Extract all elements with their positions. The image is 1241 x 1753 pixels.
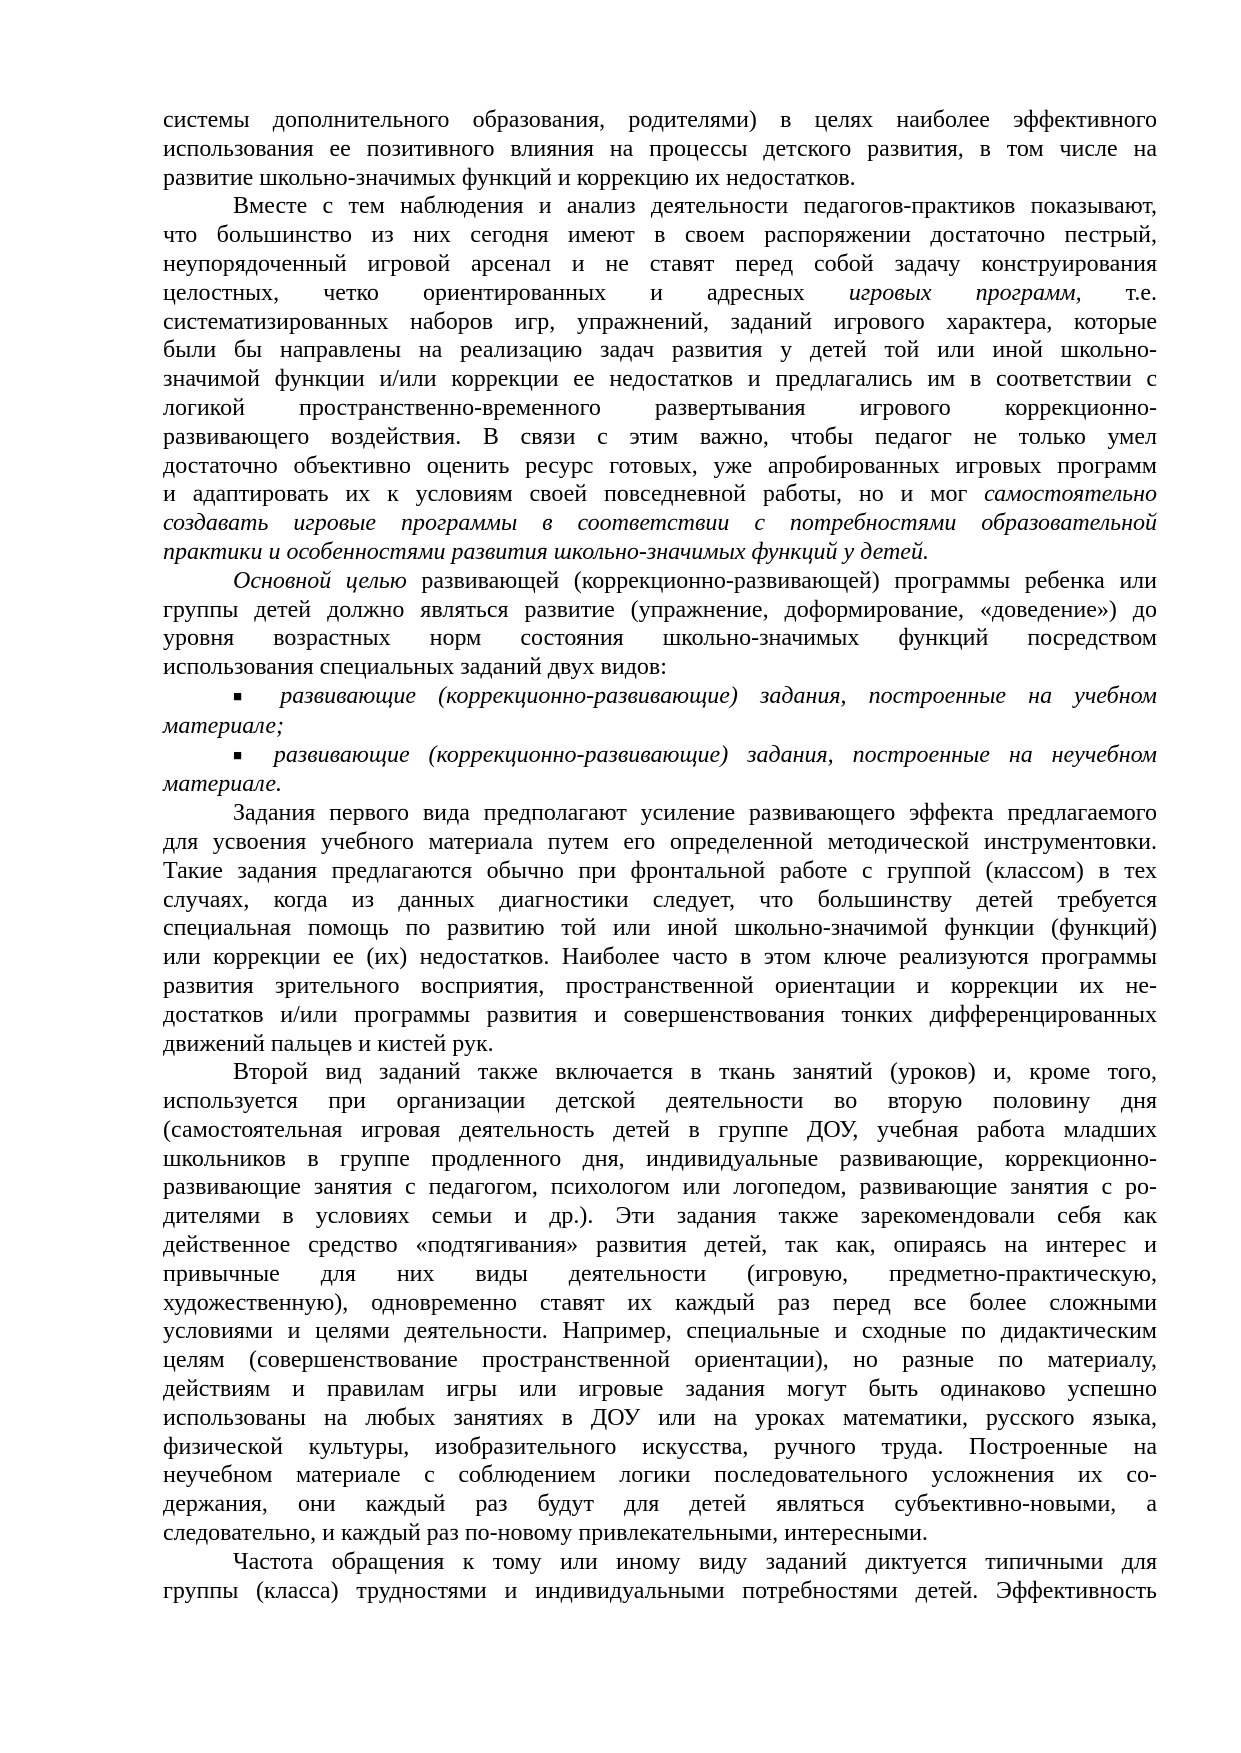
paragraph-continuation [163,106,1157,192]
text-line [163,336,1157,365]
text-segment: развивающей (коррекционно-развивающей) программы ребенка или [406,567,1157,594]
text-line [163,1202,1157,1231]
text-line [163,1145,1157,1174]
text-segment: Такие задания предлагаются обычно при фронтальной работе с группой (классом) в тех [163,857,1157,884]
text-line [163,1490,1157,1519]
text-segment: целостных, четко ориентированных и адресных [163,279,849,306]
text-line [163,886,1157,915]
text-line [163,1058,1157,1087]
text-segment: использования специальных заданий двух видов: [163,654,667,681]
text-segment: что большинство из них сегодня имеют в своем распоряжении достаточно пестрый, [163,222,1157,249]
text-line [163,1173,1157,1202]
text-line [163,914,1157,943]
text-segment: школьников в группе продленного дня, индивидуальные развивающие, коррекционно- [163,1145,1157,1172]
text-segment: целям (совершенствование пространственной ориентации), но разные по материалу, [163,1347,1157,1374]
bullet-square-icon: ■ [233,688,259,705]
text-line [163,1548,1157,1577]
text-segment: были бы направлены на реализацию задач развития у детей той или иной школьно- [163,337,1157,364]
text-line [163,221,1157,250]
text-segment: материале; [163,712,285,739]
text-segment: достаточно объективно оценить ресурс готовых, уже апробированных игровых программ [163,452,1157,479]
text-line [163,538,1157,567]
text-segment: достатков и/или программы развития и совершенствования тонких дифференцированных [163,1001,1157,1028]
bullet-item [163,741,1157,800]
text-line [163,1317,1157,1346]
paragraph [163,567,1157,682]
text-line [163,624,1157,653]
text-segment: Задания первого вида предполагают усиление развивающего эффекта предлагаемого [233,800,1157,827]
paragraph [163,799,1157,1058]
text-line [163,770,1157,799]
text-segment: условиями и целями деятельности. Например, специальные и сходные по дидактическим [163,1318,1157,1345]
text-line [163,480,1157,509]
text-line [163,365,1157,394]
text-line [163,1519,1157,1548]
text-segment: Основной целью [233,567,407,594]
text-line [163,1461,1157,1490]
text-line [163,857,1157,886]
text-segment: случаях, когда из данных диагностики следует, что большинству детей требуется [163,886,1157,913]
text-segment: игровых программ, [848,279,1082,306]
text-line [163,1030,1157,1059]
text-segment: использования ее позитивного влияния на процессы детского развития, в том числе на [163,135,1157,162]
bullet-item [163,682,1157,741]
paragraph [163,192,1157,566]
text-segment: самостоятельно [984,481,1157,508]
text-line [163,423,1157,452]
text-segment: развитие школьно-значимых функций и коррекцию их недостатков. [163,164,856,191]
text-line [163,308,1157,337]
text-segment: Частота обращения к тому или иному виду заданий диктуется типичными для [233,1548,1157,1575]
text-segment: уровня возрастных норм состояния школьно-значимых функций посредством [163,625,1157,652]
text-segment: следовательно, и каждый раз по-новому привлекательными, интересными. [163,1520,928,1547]
text-segment: художественную), одновременно ставят их каждый раз перед все более сложными [163,1289,1157,1316]
paragraph [163,1548,1157,1606]
text-segment: Вместе с тем наблюдения и анализ деятельности педагогов-практиков показывают, [233,193,1157,220]
text-segment: развития зрительного восприятия, пространственной ориентации и коррекции их не- [163,972,1157,999]
text-line [163,972,1157,1001]
text-line [163,135,1157,164]
text-segment: неучебном материале с соблюдением логики последовательного усложнения их со- [163,1462,1157,1489]
text-segment: развивающие (коррекционно-развивающие) задания, построенные на учебном [258,682,1158,709]
text-segment: систематизированных наборов игр, упражнений, заданий игрового характера, которые [163,308,1157,335]
text-segment: неупорядоченный игровой арсенал и не ставят перед собой задачу конструирования [163,250,1157,277]
text-line [163,1577,1157,1606]
text-line [163,164,1157,193]
text-line [163,567,1157,596]
text-segment: Второй вид заданий также включается в ткань занятий (уроков) и, кроме того, [233,1059,1157,1086]
text-line [163,250,1157,279]
text-line [163,1116,1157,1145]
text-line [163,1404,1157,1433]
text-line [163,1087,1157,1116]
text-line [163,596,1157,625]
text-line [163,799,1157,828]
text-segment: практики и особенностями развития школьно-значимых функций у детей. [163,538,929,565]
text-line [163,106,1157,135]
text-segment: значимой функции и/или коррекции ее недостатков и предлагались им в соответствии с [163,366,1157,393]
text-segment: группы (класса) трудностями и индивидуальными потребностями детей. Эффективность [163,1577,1157,1604]
text-line [163,1001,1157,1030]
text-line [163,1346,1157,1375]
text-line [163,682,1157,712]
text-segment: используется при организации детской деятельности во вторую половину дня [163,1088,1157,1115]
text-segment: привычные для них виды деятельности (игровую, предметно-практическую, [163,1260,1157,1287]
text-line [163,452,1157,481]
text-segment: дителями в условиях семьи и др.). Эти задания также зарекомендовали себя как [163,1203,1157,1230]
document-text [163,106,1157,1605]
text-segment: (самостоятельная игровая деятельность детей в группе ДОУ, учебная работа младших [163,1116,1157,1143]
text-segment: т.е. [1081,279,1158,306]
text-segment: специальная помощь по развитию той или иной школьно-значимой функции (функций) [163,915,1157,942]
text-line [163,943,1157,972]
text-segment: группы детей должно являться развитие (упражнение, доформирование, «доведение») до [163,596,1157,623]
text-segment: развивающего воздействия. В связи с этим важно, чтобы педагог не только умел [163,423,1157,450]
text-line [163,1260,1157,1289]
text-segment: держания, они каждый раз будут для детей являться субъективно-новыми, а [163,1491,1157,1518]
text-segment: материале. [163,771,283,798]
text-line [163,653,1157,682]
text-segment: развивающие занятия с педагогом, психологом или логопедом, развивающие занятия с ро- [163,1174,1157,1201]
text-segment: движений пальцев и кистей рук. [163,1030,494,1057]
text-line [163,394,1157,423]
text-segment: или коррекции ее (их) недостатков. Наиболее часто в этом ключе реализуются программы [163,944,1157,971]
text-segment: системы дополнительного образования, родителями) в целях наиболее эффективного [163,107,1157,133]
text-line [163,192,1157,221]
text-segment: физической культуры, изобразительного искусства, ручного труда. Построенные на [163,1433,1157,1460]
text-segment: для усвоения учебного материала путем его определенной методической инструментовки. [163,828,1157,855]
text-line [163,741,1157,771]
text-segment: создавать игровые программы в соответствии с потребностями образовательной [163,510,1157,537]
text-segment: и адаптировать их к условиям своей повседневной работы, но и мог [163,481,985,508]
paragraph [163,1058,1157,1548]
text-segment: действиям и правилам игры или игровые задания могут быть одинаково успешно [163,1376,1157,1403]
text-line [163,1433,1157,1462]
text-line [163,279,1157,308]
text-segment: логикой пространственно-временного развертывания игрового коррекционно- [163,394,1157,421]
text-segment: действенное средство «подтягивания» развития детей, так как, опираясь на интерес и [163,1232,1157,1259]
text-segment: развивающие (коррекционно-развивающие) задания, построенные на неучебном [254,741,1158,768]
text-line [163,828,1157,857]
bullet-square-icon: ■ [233,747,255,764]
text-line [163,1231,1157,1260]
text-line [163,1289,1157,1318]
text-line [163,1375,1157,1404]
text-line [163,712,1157,741]
text-segment: использованы на любых занятиях в ДОУ или на уроках математики, русского языка, [163,1404,1157,1431]
text-line [163,509,1157,538]
